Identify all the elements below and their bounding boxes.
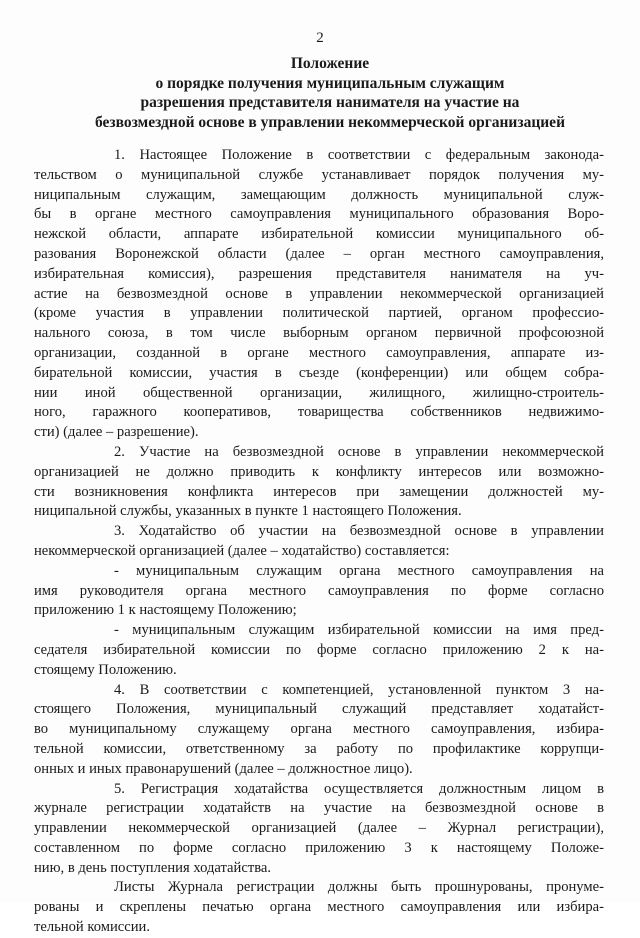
text-line: сти) (далее – разрешение).	[34, 424, 199, 441]
text-line: журнале регистрации ходатайств на участие на безвозмездной основе в	[34, 800, 604, 817]
text-line: разования Воронежской области (далее – орган местного самоуправления,	[34, 245, 604, 262]
paragraph	[34, 146, 604, 443]
text-line: - муниципальным служащим органа местного самоуправления на	[114, 562, 604, 579]
text-line: во муниципальному служащему органа местного самоуправления, избира-	[34, 721, 604, 738]
text-line: нии иной общественной организации, жилищного, жилищно-строитель-	[34, 384, 604, 401]
text-line: нию, в день поступления ходатайства.	[34, 859, 272, 876]
text-line: некоммерческой организацией (далее – ходатайство) составляется:	[34, 542, 450, 559]
paragraph	[34, 878, 604, 937]
text-line: организацией не должно приводить к конфликту интересов или возможно-	[34, 463, 604, 480]
title-line: разрешения представителя нанимателя на участие на	[140, 94, 520, 111]
title-line: о порядке получения муниципальным служащим	[155, 74, 505, 92]
title-line: Положение	[290, 55, 370, 72]
paragraph	[34, 780, 604, 879]
paragraph	[34, 562, 604, 621]
document-body	[34, 146, 604, 938]
text-line: (кроме участия в управлении политической партией, органом профессио-	[34, 305, 604, 322]
text-line: имя руководителя органа местного самоуправления по форме согласно	[34, 582, 604, 599]
title-line: безвозмездной основе в управлении некоммерческой организацией	[94, 113, 565, 131]
text-line: составленном по форме согласно приложению 3 к настоящему Положе-	[34, 839, 604, 856]
paragraph	[34, 443, 604, 522]
text-line: 1. Настоящее Положение в соответствии с федеральным законода-	[114, 147, 604, 163]
text-line: бы в органе местного самоуправления муниципального образования Воро-	[34, 206, 604, 223]
document-title	[40, 54, 620, 132]
text-line: нежской области, аппарате избирательной комиссии муниципального об-	[34, 226, 604, 243]
text-line: тельной комиссии.	[34, 919, 150, 936]
text-line: тельной комиссии, ответственному за работу по профилактике коррупци-	[34, 740, 604, 757]
text-line: - муниципальным служащим избирательной комиссии на имя пред-	[114, 622, 604, 639]
page-number: 2	[316, 30, 324, 46]
text-line: 3. Ходатайство об участии на безвозмездной основе в управлении	[114, 523, 604, 540]
text-line: управлении некоммерческой организацией (далее – Журнал регистрации),	[34, 820, 604, 837]
text-line: ниципальным служащим, замещающим должность муниципальной служ-	[34, 186, 604, 203]
text-line: бирательной комиссии, участия в съезде (конференции) или общем собра-	[34, 364, 604, 381]
text-line: стоящему Положению.	[34, 661, 177, 678]
text-line: онных и иных правонарушений (далее – должностное лицо).	[34, 760, 413, 777]
text-line: сти возникновения конфликта интересов при замещении должностей му-	[34, 483, 604, 500]
text-line: Листы Журнала регистрации должны быть прошнурованы, пронуме-	[114, 879, 604, 896]
text-line: 2. Участие на безвозмездной основе в управлении некоммерческой	[114, 443, 604, 460]
paragraph	[34, 621, 604, 680]
text-line: организации, созданной в органе местного самоуправления, аппарате из-	[34, 344, 604, 361]
text-line: астие на безвозмездной основе в управлении некоммерческой организацией	[34, 285, 604, 302]
paragraph	[34, 522, 604, 562]
text-line: ниципальной службы, указанных в пункте 1 настоящего Положения.	[34, 503, 462, 520]
text-line: нального союза, в том числе выборным органом первичной профсоюзной	[34, 325, 604, 342]
text-line: тельством о муниципальной службе устанавливает порядок получения му-	[34, 166, 604, 183]
text-line: приложению 1 к настоящему Положению;	[34, 602, 297, 619]
text-line: избирательная комиссия), разрешения представителя нанимателя на уч-	[34, 265, 604, 282]
text-line: 4. В соответствии с компетенцией, установленной пунктом 3 на-	[114, 681, 604, 698]
paragraph	[34, 681, 604, 780]
text-line: 5. Регистрация ходатайства осуществляется должностным лицом в	[114, 780, 604, 797]
text-line: седателя избирательной комиссии по форме согласно приложению 2 к на-	[34, 641, 604, 658]
text-line: ного, гаражного кооперативов, товарищества собственников недвижимо-	[34, 404, 604, 421]
text-line: стоящего Положения, муниципальный служащий представляет ходатайст-	[34, 701, 604, 718]
text-line: рованы и скреплены печатью органа местного самоуправления или избира-	[34, 899, 604, 916]
